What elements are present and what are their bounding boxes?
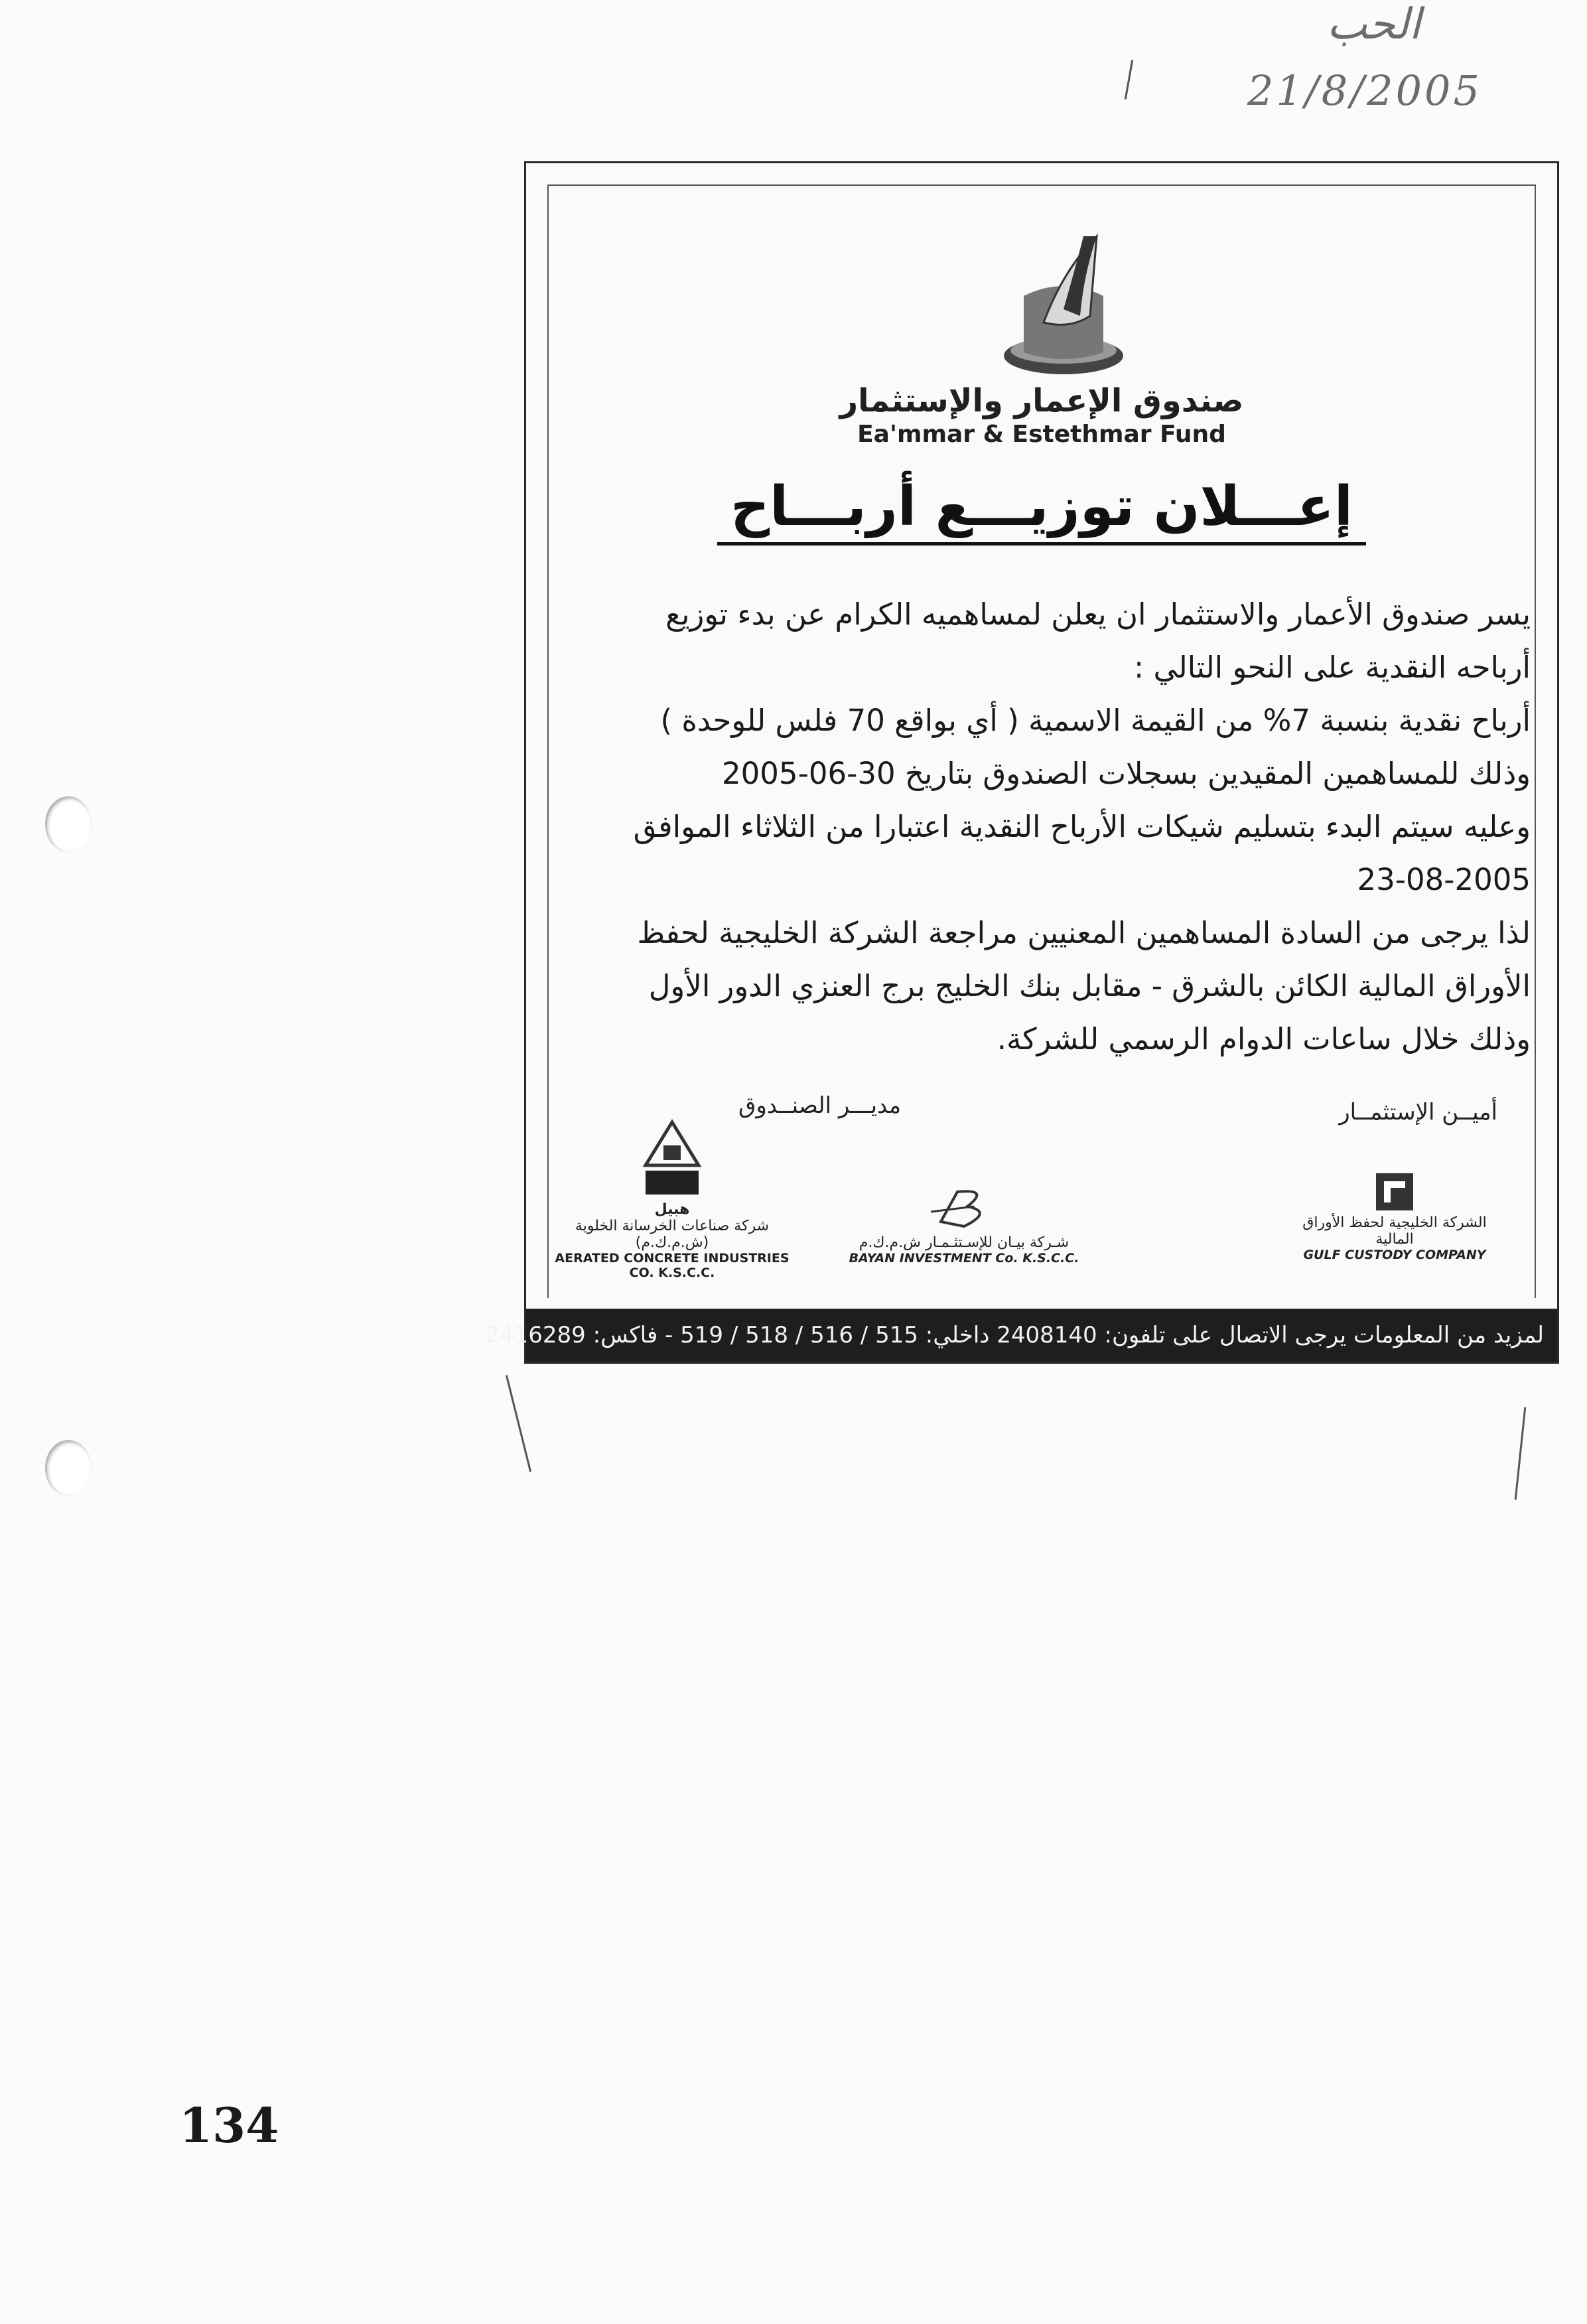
bayan-name-arabic: شـركة بيـان للإسـتثـمـار ش.م.ك.م: [859, 1234, 1070, 1251]
gulf-custody-name-arabic: الشركة الخليجية لحفظ الأوراق المالية: [1302, 1214, 1487, 1248]
punch-hole-bottom: [45, 1440, 92, 1496]
punch-hole-top: [45, 796, 92, 852]
body-line: الأوراق المالية الكائن بالشرق - مقابل بنك الخليج برج العنزي الدور الأول: [648, 968, 1531, 1003]
gulf-custody-company: [1285, 1172, 1504, 1262]
body-line: يسر صندوق الأعمار والاستثمار ان يعلن لمساهميه الكرام عن بدء توزيع: [665, 597, 1531, 632]
pen-mark-left: [506, 1375, 531, 1472]
aci-name-arabic: شركة صناعات الخرسانة الخلوية (ش.م.ك.م): [575, 1218, 770, 1251]
fund-name-english: Ea'mmar & Estethmar Fund: [857, 421, 1226, 448]
aci-logo-text: هبيل: [654, 1201, 690, 1218]
page-number: 134: [179, 2097, 279, 2153]
handwritten-note: الحب: [1327, 0, 1421, 49]
dividend-notice: [485, 161, 1559, 1364]
custodian-label: أميــن الإستثمــار: [1339, 1099, 1497, 1126]
gulf-custody-logo-icon: [1375, 1172, 1414, 1212]
body-line: وذلك للمساهمين المقيدين بسجلات الصندوق بتاريخ 30-06-2005: [722, 756, 1531, 791]
pen-mark-right-lower: [1515, 1407, 1527, 1500]
contact-info-bar: لمزيد من المعلومات يرجى الاتصال على تلفون: 2408140 داخلي: 515 / 516 / 518 / 519 - فاكس: 2416289: [526, 1309, 1557, 1362]
handwritten-date: 21/8/2005: [1247, 66, 1482, 115]
headline-text: إعـــلان توزيـــع أربـــاح: [717, 475, 1366, 545]
body-line: 23-08-2005: [1357, 862, 1531, 897]
aci-logo-icon: [642, 1119, 702, 1198]
body-line: لذا يرجى من السادة المساهمين المعنيين مراجعة الشركة الخليجية لحفظ: [637, 915, 1531, 950]
bayan-investment: [831, 1185, 1097, 1266]
body-line: أرباح نقدية بنسبة 7% من القيمة الاسمية ( أي بواقع 70 فلس للوحدة ): [660, 703, 1531, 738]
fund-logo-icon: [997, 223, 1130, 382]
notice-headline: [526, 475, 1557, 545]
aerated-concrete-industries: [546, 1119, 798, 1280]
gulf-custody-name-english: GULF CUSTODY COMPANY: [1303, 1248, 1486, 1262]
body-line: وذلك خلال ساعات الدوام الرسمي للشركة.: [997, 1021, 1531, 1056]
notice-body: [586, 588, 1531, 1066]
fund-name-arabic: صندوق الإعمار والإستثمار: [839, 382, 1244, 419]
pen-mark-top: [1125, 60, 1133, 100]
aci-name-english: AERATED CONCRETE INDUSTRIES CO. K.S.C.C.: [555, 1251, 790, 1280]
fund-manager-label: مديـــر الصنــدوق: [738, 1092, 902, 1119]
body-line: أرباحه النقدية على النحو التالي :: [1134, 650, 1531, 685]
bayan-name-english: BAYAN INVESTMENT Co. K.S.C.C.: [849, 1251, 1079, 1266]
body-line: وعليه سيتم البدء بتسليم شيكات الأرباح النقدية اعتبارا من الثلاثاء الموافق: [633, 809, 1531, 844]
bayan-logo-icon: [928, 1185, 1000, 1232]
